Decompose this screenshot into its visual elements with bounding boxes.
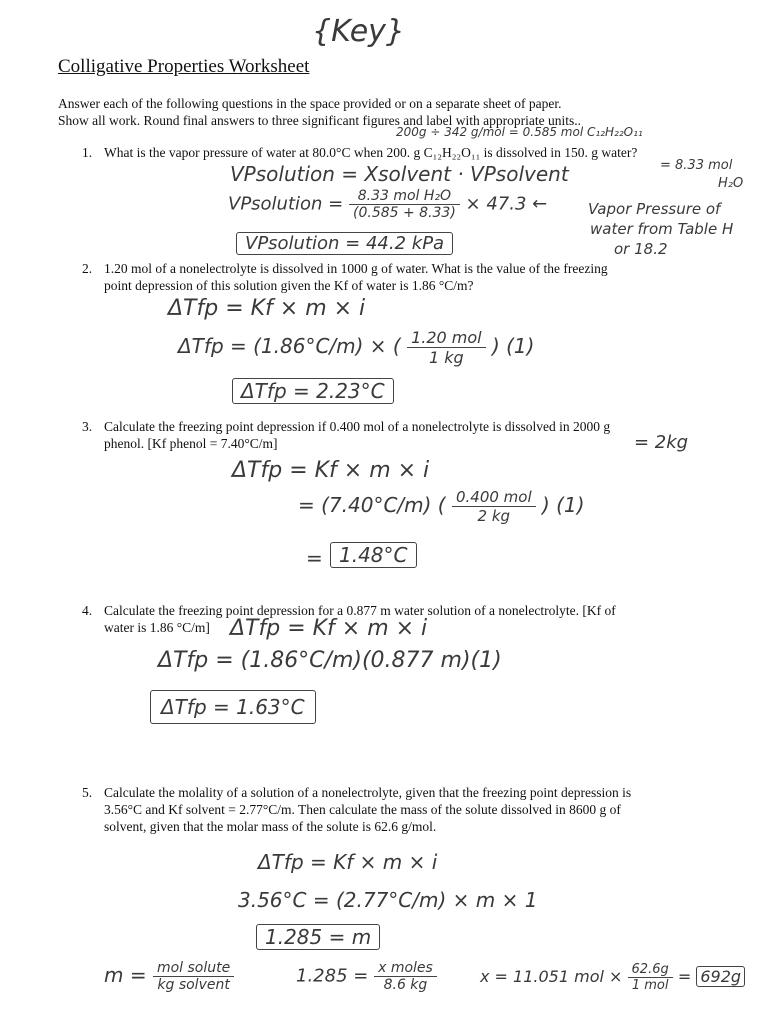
q1-eq2-rhs: × 47.3 ←: [465, 193, 548, 215]
q5-m-numerator: mol solute: [153, 960, 234, 977]
q5-answer-1-box: 1.285 = m: [256, 924, 380, 950]
q3-eq2-denominator: 2 kg: [477, 507, 511, 525]
key-mark: {Key}: [312, 14, 405, 49]
question-3-number: 3.: [82, 419, 93, 434]
q5-eq4-numerator: 62.6g: [628, 962, 673, 978]
q5-molality-definition: [104, 960, 234, 993]
q5-eq3-fraction: [374, 960, 437, 993]
q5-m-denominator: kg solvent: [157, 977, 230, 993]
q5-eq4-fraction: [628, 962, 673, 993]
q2-eq2-fraction: [407, 328, 486, 367]
q5-eq3-lhs: 1.285 =: [296, 965, 369, 987]
question-4-line-2: water is 1.86 °C/m]: [104, 620, 210, 635]
question-2-line-2: point depression of this solution given the Kf of water is 1.86 °C/m?: [104, 278, 474, 293]
q2-eq2-rhs: ) (1): [491, 334, 535, 358]
q4-answer-box: ΔTfp = 1.63°C: [150, 690, 316, 724]
q3-answer-box: 1.48°C: [330, 542, 417, 568]
question-4-line-1: Calculate the freezing point depression for a 0.877 m water solution of a nonelectrolyte. [Kf of: [104, 603, 616, 618]
q5-m-lhs: m =: [104, 963, 147, 987]
q3-equation-1: ΔTfp = Kf × m × i: [232, 458, 430, 483]
q3-kg-note: = 2kg: [634, 432, 689, 453]
q1-eq2-lhs: VPsolution =: [228, 193, 344, 215]
question-3-line-2: phenol. [Kf phenol = 7.40°C/m]: [104, 436, 278, 451]
q1-answer-box: VPsolution = 44.2 kPa: [236, 232, 453, 255]
q3-eq2-numerator: 0.400 mol: [452, 488, 536, 507]
q5-eq3-denominator: 8.6 kg: [383, 977, 428, 993]
q1-water-formula: H₂O: [718, 176, 744, 191]
q5-answer-2-box: 692g: [696, 966, 745, 987]
q1-eq2-denominator: (0.585 + 8.33): [353, 205, 456, 221]
question-1-number: 1.: [82, 145, 93, 160]
q2-eq2-numerator: 1.20 mol: [407, 328, 486, 348]
q2-equation-2: [178, 328, 534, 367]
instructions-line-2: Show all work. Round final answers to three significant figures and label with appropriate units..: [58, 113, 582, 128]
question-2-number: 2.: [82, 261, 93, 276]
q1-mol-calc: 200g ÷ 342 g/mol = 0.585 mol C₁₂H₂₂O₁₁: [396, 125, 643, 139]
q4-equation-2: ΔTfp = (1.86°C/m)(0.877 m)(1): [158, 648, 502, 673]
q1-note-2: water from Table H: [590, 220, 734, 238]
q5-equation-4: [480, 962, 745, 993]
q5-equation-2: 3.56°C = (2.77°C/m) × m × 1: [238, 888, 538, 912]
q1-equation-2: [228, 188, 547, 221]
q3-equals: =: [306, 546, 323, 570]
q2-eq2-lhs: ΔTfp = (1.86°C/m) × (: [178, 334, 401, 358]
q1-water-mol: = 8.33 mol: [660, 158, 733, 173]
q5-eq4-equals: =: [677, 967, 692, 986]
q5-eq3-numerator: x moles: [374, 960, 437, 977]
q2-equation-1: ΔTfp = Kf × m × i: [168, 296, 366, 321]
worksheet-title: Colligative Properties Worksheet: [58, 56, 310, 77]
question-5-number: 5.: [82, 785, 93, 800]
q5-eq4-denominator: 1 mol: [631, 978, 669, 993]
q5-m-fraction: [153, 960, 234, 993]
question-2-line-1: 1.20 mol of a nonelectrolyte is dissolved in 1000 g of water. What is the value of the freezing: [104, 261, 608, 276]
q2-answer-box: ΔTfp = 2.23°C: [232, 378, 394, 404]
q2-eq2-denominator: 1 kg: [429, 348, 464, 367]
q5-equation-3: [296, 960, 437, 993]
question-5-line-2: 3.56°C and Kf solvent = 2.77°C/m. Then calculate the mass of the solute dissolved in 8600 g of: [104, 802, 621, 817]
q5-equation-1: ΔTfp = Kf × m × i: [258, 850, 438, 874]
q5-eq4-lhs: x = 11.051 mol ×: [480, 967, 623, 986]
q3-eq2-rhs: ) (1): [542, 493, 585, 517]
q3-eq2-lhs: = (7.40°C/m) (: [298, 493, 446, 517]
instructions-line-1: Answer each of the following questions in the space provided or on a separate sheet of paper.: [58, 96, 562, 111]
q1-note-1: Vapor Pressure of: [588, 200, 721, 218]
q1-eq2-numerator: 8.33 mol H₂O: [349, 188, 460, 205]
question-3-line-1: Calculate the freezing point depression if 0.400 mol of a nonelectrolyte is dissolved in 2000 g: [104, 419, 611, 434]
q3-eq2-fraction: [452, 488, 536, 525]
q1-eq2-fraction: [349, 188, 460, 221]
q4-equation-1: ΔTfp = Kf × m × i: [230, 616, 428, 641]
q3-equation-2: [298, 488, 585, 525]
q1-equation-1: VPsolution = Xsolvent · VPsolvent: [230, 162, 569, 186]
question-4-number: 4.: [82, 603, 93, 618]
q1-note-3: or 18.2: [614, 240, 668, 258]
question-5-line-3: solvent, given that the molar mass of the solute is 62.6 g/mol.: [104, 819, 437, 834]
question-1-text: What is the vapor pressure of water at 80.0°C when 200. g C₁₂H₂₂O₁₁ is dissolved in 150. g water?: [104, 145, 638, 160]
question-5-line-1: Calculate the molality of a solution of a nonelectrolyte, given that the freezing point depression is: [104, 785, 632, 800]
